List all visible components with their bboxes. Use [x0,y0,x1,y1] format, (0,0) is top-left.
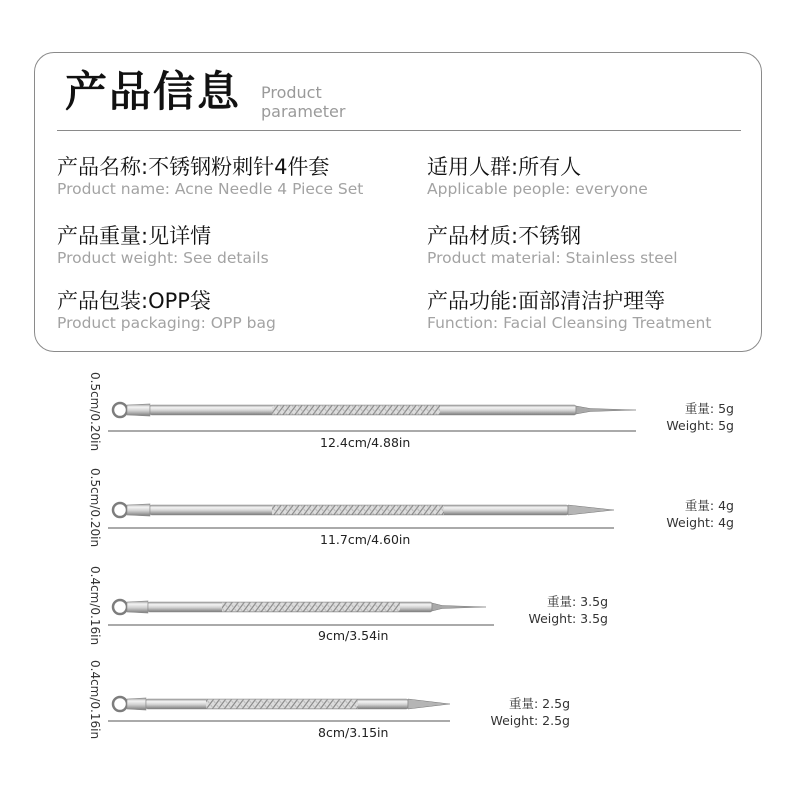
weight-en: Weight: 3.5g [528,611,608,626]
length-label-4: 8cm/3.15in [318,725,389,740]
needle-loop-icon [113,697,127,711]
needle-grip [206,700,358,709]
subtitle-line-2: parameter [261,102,346,121]
weight-label-3 [528,593,608,627]
weight-zh: 重量: 3.5g [547,594,608,609]
weight-label-4 [490,695,570,729]
needle-4 [108,697,450,721]
needle-loop-icon [113,403,127,417]
subtitle-line-1: Product [261,83,322,102]
needle-loop-icon [113,600,127,614]
info-label-en: Function: Facial Cleansing Treatment [427,314,712,332]
info-label-en: Product name: Acne Needle 4 Piece Set [57,180,364,198]
weight-label-1 [666,400,734,434]
info-label-en: Product material: Stainless steel [427,249,678,267]
diameter-label-4: 0.4cm/0.16in [88,660,102,740]
needle-grip [222,603,400,612]
needle-tip [576,406,636,414]
length-label-2: 11.7cm/4.60in [320,532,411,547]
info-label: 产品名称:不锈钢粉刺针4件套 [57,155,330,179]
info-label-en: Product packaging: OPP bag [57,314,276,332]
info-label: 产品包装:OPP袋 [57,289,211,313]
info-label-en: Product weight: See details [57,249,269,267]
length-label-1: 12.4cm/4.88in [320,435,411,450]
weight-en: Weight: 2.5g [490,713,570,728]
weight-label-2 [666,497,734,531]
diameter-label-2: 0.5cm/0.20in [88,468,102,548]
panel-title: 产品信息 [65,67,242,116]
info-label: 产品功能:面部清洁护理等 [427,289,666,313]
weight-en: Weight: 5g [666,418,734,433]
needle-3 [108,600,494,625]
weight-zh: 重量: 2.5g [509,696,570,711]
needle-tip [568,505,614,515]
needle-loop-icon [113,503,127,517]
diameter-label-3: 0.4cm/0.16in [88,566,102,646]
diameter-label-1: 0.5cm/0.20in [88,372,102,452]
length-label-3: 9cm/3.54in [318,628,389,643]
weight-en: Weight: 4g [666,515,734,530]
weight-zh: 重量: 5g [684,401,734,416]
needle-grip [272,506,444,515]
needle-2 [108,503,614,528]
needle-grip [272,406,440,415]
info-label: 适用人群:所有人 [427,155,582,179]
info-label: 产品材质:不锈钢 [427,224,582,248]
weight-zh: 重量: 4g [684,498,734,513]
info-label-en: Applicable people: everyone [427,180,648,198]
needle-tip [408,699,450,709]
info-label: 产品重量:见详情 [57,224,212,248]
needle-tip [432,603,486,611]
needle-1 [108,403,636,431]
